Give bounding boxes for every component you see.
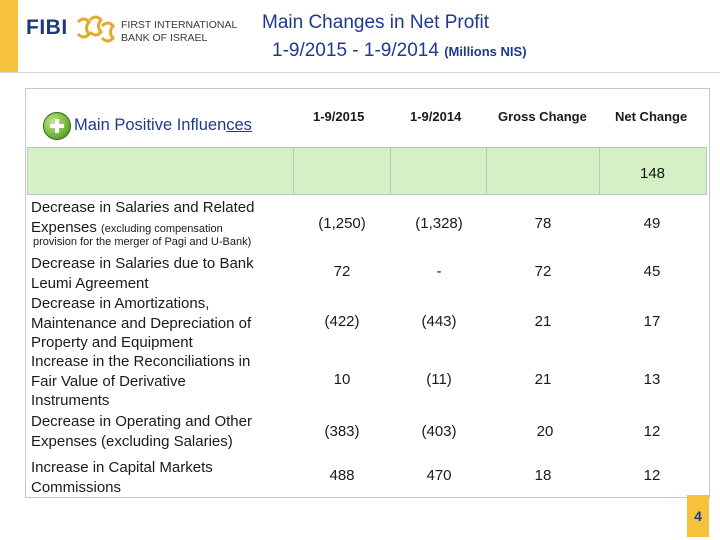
column-header-net-change: Net Change — [615, 109, 688, 124]
cell-2015: (1,250) — [318, 215, 366, 232]
row-label-line: Property and Equipment — [31, 334, 193, 351]
cell-net-change: 49 — [643, 215, 661, 232]
unit-label: (Millions NIS) — [444, 44, 527, 59]
cell-net-change: 17 — [643, 313, 661, 330]
row-label-capital-markets — [31, 458, 213, 497]
row-label-line: Fair Value of Derivative — [31, 372, 186, 390]
slide-header — [0, 0, 720, 73]
row-label-amortizations — [31, 294, 251, 353]
total-row-cell-gross — [486, 147, 600, 195]
cell-2015: (422) — [324, 313, 360, 330]
cell-2014: (403) — [421, 423, 457, 440]
column-header-gross-change: Gross Change — [498, 109, 587, 124]
cell-2014: (443) — [421, 313, 457, 330]
cell-net-change: 12 — [643, 467, 661, 484]
cell-net-change: 13 — [643, 371, 661, 388]
row-label-line: Increase in Capital Markets — [31, 459, 213, 476]
cell-gross-change: 20 — [536, 423, 554, 440]
section-title-part1: Main Positive Influen — [74, 116, 227, 134]
total-row-cell-2014 — [390, 147, 487, 195]
slide-period — [272, 40, 527, 62]
row-label-line: Decrease in Operating and Other — [31, 413, 252, 430]
row-label-line: Increase in the Reconciliations in — [31, 353, 251, 370]
cell-gross-change: 78 — [534, 215, 552, 232]
column-header-2015: 1-9/2015 — [313, 109, 365, 124]
cell-2014: 470 — [426, 467, 452, 484]
row-label-salaries — [31, 198, 254, 239]
row-label-line: Maintenance and Depreciation of — [31, 314, 252, 332]
period-text: 1-9/2015 - 1-9/2014 — [272, 40, 439, 61]
section-title — [74, 116, 252, 135]
row-label-line: Decrease in Amortizations, — [31, 295, 210, 312]
cell-2014: (11) — [426, 371, 452, 388]
row-label-leumi — [31, 254, 254, 293]
cell-2014: (1,328) — [415, 215, 463, 232]
slide-title: Main Changes in Net Profit — [262, 12, 490, 33]
row-label-line: Expenses (excluding Salaries) — [31, 432, 233, 450]
page-number: 4 — [687, 495, 709, 537]
brand-logo-text: FIBI — [26, 16, 68, 39]
total-row-cell-2015 — [293, 147, 391, 195]
row-label-line: Decrease in Salaries and Related — [31, 199, 255, 216]
row-label-line: Leumi Agreement — [31, 274, 149, 292]
plus-circle-icon — [43, 112, 71, 140]
row-label-operating — [31, 412, 252, 451]
row-label-line-part: Expenses — [31, 218, 102, 236]
cell-2014: - — [436, 263, 442, 280]
row-label-derivatives — [31, 352, 250, 411]
cell-gross-change: 18 — [534, 467, 552, 484]
cell-gross-change: 21 — [534, 313, 552, 330]
brand-name-line2: BANK OF ISRAEL — [121, 32, 208, 44]
cell-2015: 10 — [333, 371, 351, 388]
row-note: provision for the merger of Pagi and U-Bank) — [33, 236, 252, 248]
total-row-cell-label — [27, 147, 294, 195]
row-label-line: Instruments — [31, 392, 110, 409]
header-accent-bar — [0, 0, 18, 72]
cell-net-change: 12 — [643, 423, 661, 440]
total-net-change: 148 — [640, 165, 666, 182]
cell-gross-change: 72 — [534, 263, 552, 280]
cell-gross-change: 21 — [534, 371, 552, 388]
row-label-line: Decrease in Salaries due to Bank — [31, 255, 254, 272]
cell-2015: 488 — [329, 467, 355, 484]
brand-name-line1: FIRST INTERNATIONAL — [121, 19, 238, 31]
row-label-line: Commissions — [31, 478, 122, 496]
cell-net-change: 45 — [643, 263, 661, 280]
row-label-small: (excluding compensation — [101, 222, 223, 235]
cell-2015: 72 — [333, 263, 351, 280]
cell-2015: (383) — [324, 423, 360, 440]
section-title-part2: ces — [226, 116, 252, 134]
column-header-2014: 1-9/2014 — [410, 109, 462, 124]
bank-logo-icon — [75, 14, 115, 48]
